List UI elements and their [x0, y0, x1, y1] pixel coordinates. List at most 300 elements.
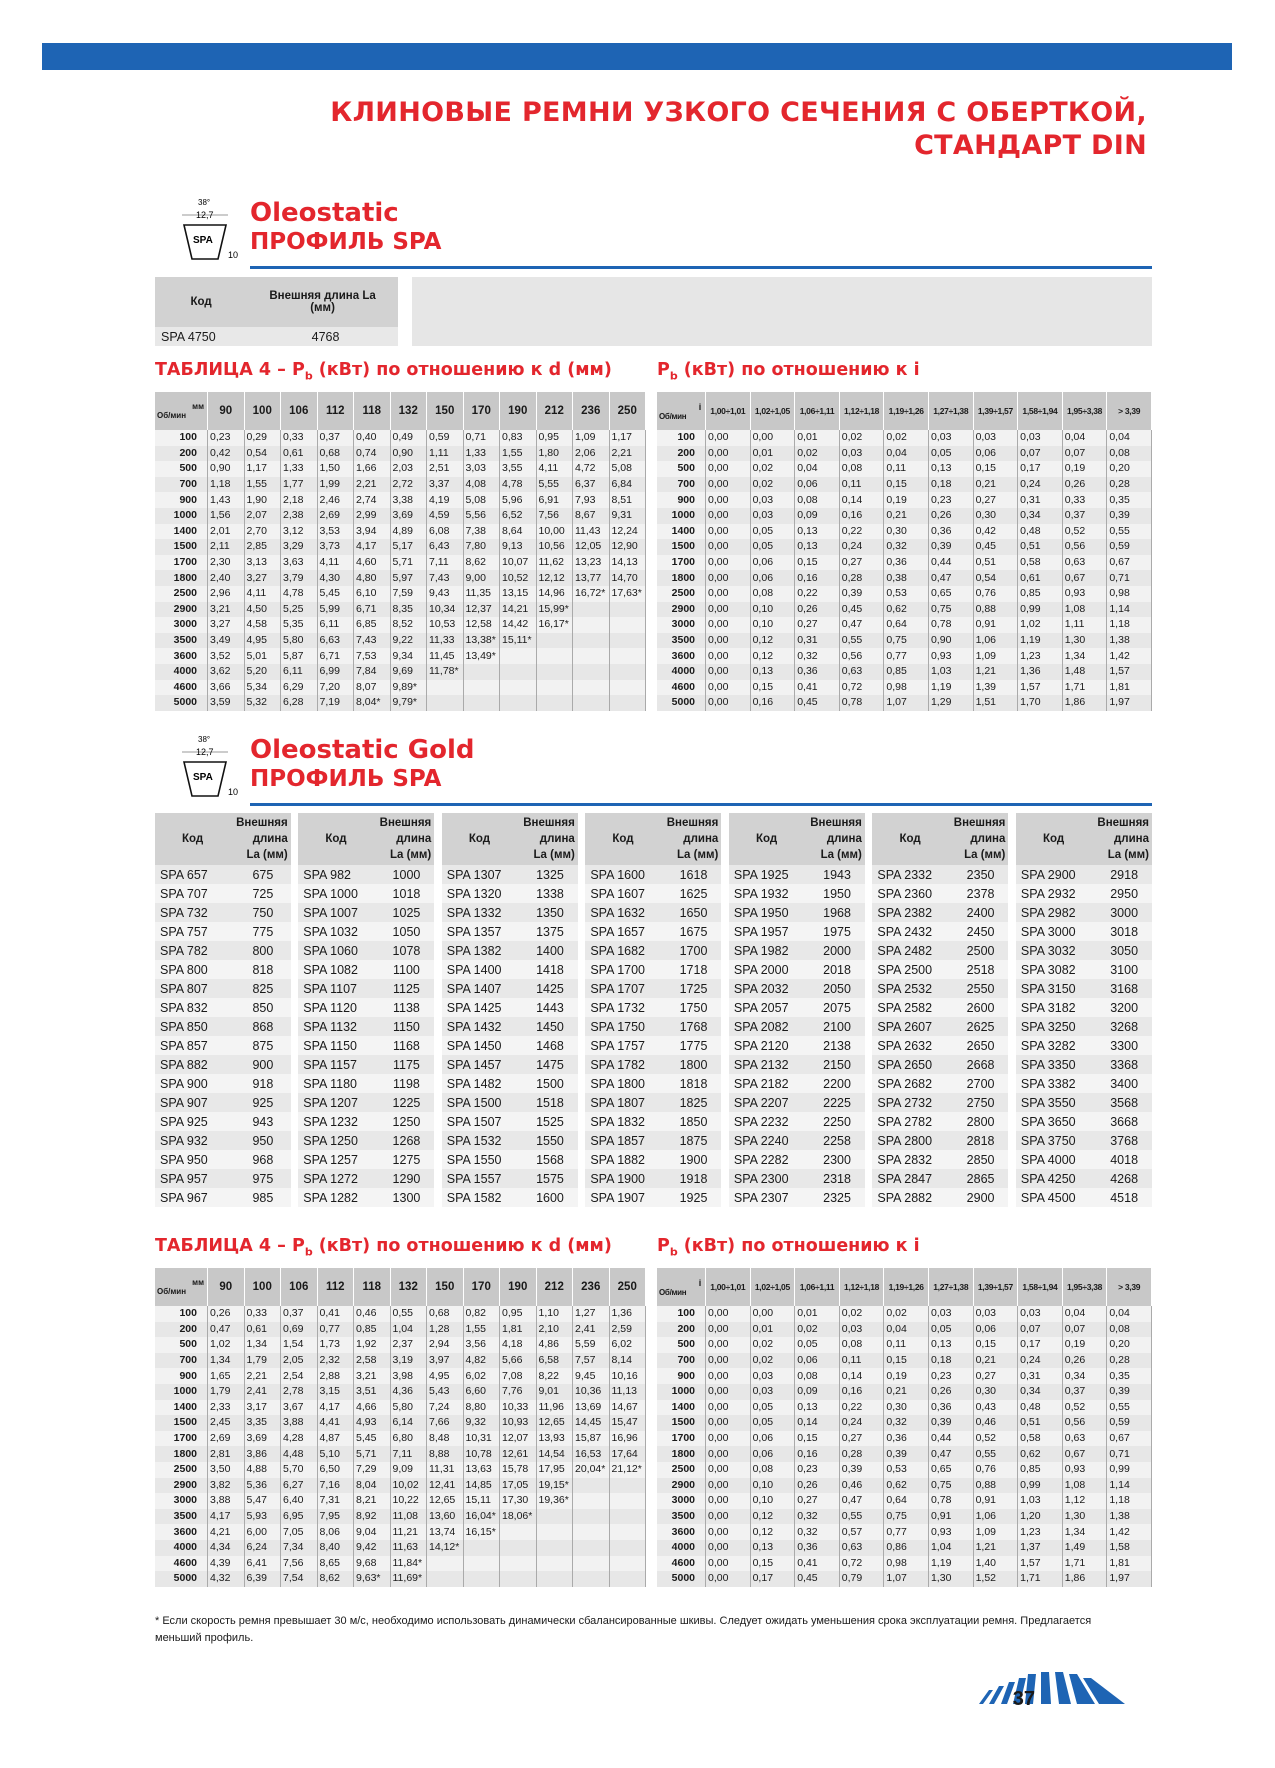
power-cell: 14,85 — [463, 1478, 500, 1494]
power-cell: 8,14 — [609, 1353, 646, 1369]
code-cell: SPA 2532 — [872, 979, 947, 998]
rpm-cell: 1000 — [155, 1384, 208, 1400]
diameter-header: 212 — [536, 1268, 573, 1306]
table-row — [155, 1493, 646, 1509]
power-cell: 0,31 — [1018, 492, 1063, 508]
code-cell: SPA 4500 — [1016, 1188, 1091, 1207]
power-cell: 0,77 — [317, 1322, 354, 1338]
power-cell: 6,10 — [354, 586, 391, 602]
icon-height: 10 — [228, 250, 239, 260]
power-cell: 11,31 — [427, 1462, 464, 1478]
power-cell: 10,34 — [427, 602, 464, 618]
power-cell: 6,84 — [609, 477, 646, 493]
table-row — [155, 461, 646, 477]
code-cell: SPA 1932 — [729, 884, 804, 903]
length-cell: 1290 — [374, 1169, 435, 1188]
power-cell: 3,88 — [208, 1493, 245, 1509]
power-cell: 5,32 — [244, 695, 281, 711]
power-cell: 0,00 — [706, 1337, 751, 1353]
power-cell: 5,99 — [317, 602, 354, 618]
icon-label: SPA — [193, 235, 213, 246]
power-cell: 1,21 — [973, 1540, 1018, 1556]
power-cell: 12,05 — [573, 539, 610, 555]
power-cell: 6,71 — [354, 602, 391, 618]
code-cell: SPA 1482 — [442, 1074, 517, 1093]
power-cell: 0,36 — [928, 524, 973, 540]
table-row — [155, 1524, 646, 1540]
ratio-header: 1,06÷1,11 — [795, 392, 840, 430]
power-cell: 1,34 — [208, 1353, 245, 1369]
length-cell: 2300 — [804, 1150, 865, 1169]
table-row — [155, 1188, 1152, 1207]
power-cell: 11,21 — [390, 1524, 427, 1540]
power-cell: 2,46 — [317, 492, 354, 508]
power-cell: 0,05 — [750, 1415, 795, 1431]
power-cell: 0,07 — [1018, 446, 1063, 462]
power-cell: 1,14 — [1107, 1478, 1152, 1494]
code-cell: SPA 2232 — [729, 1112, 804, 1131]
code-table-gold — [155, 813, 1152, 1207]
power-cell: 17,64 — [609, 1446, 646, 1462]
power-cell: 0,00 — [706, 586, 751, 602]
power-cell: 0,76 — [973, 586, 1018, 602]
power-cell: 0,71 — [1107, 570, 1152, 586]
length-cell: 2650 — [948, 1036, 1009, 1055]
length-cell: 1718 — [661, 960, 722, 979]
length-cell: 1078 — [374, 941, 435, 960]
length-cell: 750 — [230, 903, 291, 922]
power-cell: 0,90 — [208, 461, 245, 477]
power-cell: 1,42 — [1107, 648, 1152, 664]
code-cell: SPA 1925 — [729, 865, 804, 884]
code-cell: SPA 2132 — [729, 1055, 804, 1074]
power-cell: 0,59 — [427, 430, 464, 446]
power-cell: 0,30 — [973, 508, 1018, 524]
power-cell: 3,21 — [354, 1368, 391, 1384]
power-cell: 0,54 — [973, 570, 1018, 586]
col-length-header: Внешняя длина La (мм) — [374, 813, 435, 865]
power-cell: 1,65 — [208, 1368, 245, 1384]
power-cell: 0,01 — [795, 430, 840, 446]
power-cell: 11,84* — [390, 1556, 427, 1572]
power-cell: 6,95 — [281, 1509, 318, 1525]
power-cell: 0,06 — [795, 477, 840, 493]
power-cell: 0,93 — [928, 1524, 973, 1540]
code-cell: SPA 2632 — [872, 1036, 947, 1055]
power-cell: 0,29 — [244, 430, 281, 446]
code-cell: SPA 1682 — [585, 941, 660, 960]
rpm-cell: 1400 — [657, 1400, 706, 1416]
rpm-cell: 1400 — [657, 524, 706, 540]
power-cell: 1,03 — [928, 664, 973, 680]
power-cell: 0,93 — [1062, 586, 1107, 602]
rpm-cell: 3000 — [155, 617, 208, 633]
power-cell: 1,70 — [1018, 695, 1063, 711]
power-cell: 1,81 — [500, 1322, 537, 1338]
power-cell: 14,96 — [536, 586, 573, 602]
code-cell: SPA 882 — [155, 1055, 230, 1074]
length-cell: 1900 — [661, 1150, 722, 1169]
power-cell: 2,07 — [244, 508, 281, 524]
length-cell: 2100 — [804, 1017, 865, 1036]
power-cell: 4,88 — [244, 1462, 281, 1478]
table-row — [155, 960, 1152, 979]
diameter-header: 112 — [317, 392, 354, 430]
power-cell: 21,12* — [609, 1462, 646, 1478]
col-length-header: Внешняя длина La (мм) — [517, 813, 578, 865]
length-cell: 2225 — [804, 1093, 865, 1112]
power-cell: 0,46 — [839, 1478, 884, 1494]
power-cell: 0,67 — [1062, 570, 1107, 586]
power-cell: 1,81 — [1107, 1556, 1152, 1572]
power-cell: 7,93 — [573, 492, 610, 508]
code-cell: SPA 1272 — [298, 1169, 373, 1188]
rpm-cell: 2500 — [155, 586, 208, 602]
power-cell: 9,45 — [573, 1368, 610, 1384]
power-cell: 0,00 — [706, 492, 751, 508]
power-cell: 0,21 — [973, 1353, 1018, 1369]
power-cell: 9,89* — [390, 680, 427, 696]
ratio-header: 1,27÷1,38 — [928, 1268, 973, 1306]
power-cell: 3,63 — [281, 555, 318, 571]
power-cell: 2,33 — [208, 1400, 245, 1416]
code-cell: SPA 1432 — [442, 1017, 517, 1036]
power-cell: 11,62 — [536, 555, 573, 571]
table-row — [155, 1353, 646, 1369]
power-cell: 3,15 — [317, 1384, 354, 1400]
length-cell: 1818 — [661, 1074, 722, 1093]
power-cell: 2,70 — [244, 524, 281, 540]
power-cell: 5,70 — [281, 1462, 318, 1478]
power-cell: 16,53 — [573, 1446, 610, 1462]
power-cell — [609, 648, 646, 664]
power-cell: 0,10 — [750, 1478, 795, 1494]
power-cell: 0,30 — [884, 524, 929, 540]
table-row — [657, 1400, 1152, 1416]
power-cell: 0,85 — [884, 664, 929, 680]
power-cell: 4,32 — [208, 1571, 245, 1587]
power-cell: 3,86 — [244, 1446, 281, 1462]
length-cell: 2400 — [948, 903, 1009, 922]
code-cell: SPA 807 — [155, 979, 230, 998]
power-cell: 10,52 — [500, 570, 537, 586]
power-cell: 7,66 — [427, 1415, 464, 1431]
length-cell: 1000 — [374, 865, 435, 884]
power-cell: 0,35 — [1107, 492, 1152, 508]
power-cell — [463, 1571, 500, 1587]
rpm-cell: 700 — [155, 1353, 208, 1369]
table-row — [155, 664, 646, 680]
length-cell: 2258 — [804, 1131, 865, 1150]
power-cell: 1,11 — [427, 446, 464, 462]
table-row — [657, 1509, 1152, 1525]
top-blue-bar — [42, 43, 1232, 70]
page-stripes-logo — [975, 1660, 1155, 1706]
power-cell: 1,30 — [1062, 1509, 1107, 1525]
table-row — [657, 1493, 1152, 1509]
length-cell: 875 — [230, 1036, 291, 1055]
power-cell: 2,69 — [208, 1431, 245, 1447]
power-cell: 0,23 — [795, 1462, 840, 1478]
power-cell — [463, 695, 500, 711]
power-cell: 0,00 — [706, 555, 751, 571]
table-row — [657, 1431, 1152, 1447]
power-cell: 3,21 — [208, 602, 245, 618]
power-cell: 0,12 — [750, 633, 795, 649]
power-cell: 0,15 — [750, 1556, 795, 1572]
power-cell: 0,08 — [1107, 446, 1152, 462]
power-cell: 12,65 — [536, 1415, 573, 1431]
rpm-cell: 4600 — [657, 1556, 706, 1572]
power-cell: 0,22 — [839, 524, 884, 540]
rpm-cell: 200 — [155, 446, 208, 462]
power-cell: 1,57 — [1107, 664, 1152, 680]
power-cell: 20,04* — [573, 1462, 610, 1478]
power-cell — [427, 1571, 464, 1587]
table-row — [657, 1306, 1152, 1322]
power-cell: 2,81 — [208, 1446, 245, 1462]
power-cell — [573, 1509, 610, 1525]
length-cell: 3400 — [1091, 1074, 1152, 1093]
rpm-cell: 1000 — [155, 508, 208, 524]
power-cell: 0,02 — [839, 1306, 884, 1322]
power-cell: 0,03 — [928, 430, 973, 446]
power-cell: 0,17 — [750, 1571, 795, 1587]
power-cell: 6,63 — [317, 633, 354, 649]
ratio-header: > 3,39 — [1107, 392, 1152, 430]
power-cell: 3,13 — [244, 555, 281, 571]
code-cell: SPA 1120 — [298, 998, 373, 1017]
col-code-header: Код — [585, 813, 660, 865]
power-cell: 0,86 — [884, 1540, 929, 1556]
power-cell: 0,21 — [884, 1384, 929, 1400]
length-cell: 3668 — [1091, 1112, 1152, 1131]
power-table-i — [657, 392, 1152, 711]
power-cell: 0,47 — [928, 570, 973, 586]
power-cell: 1,18 — [208, 477, 245, 493]
code-cell: SPA 2082 — [729, 1017, 804, 1036]
power-cell: 0,48 — [1018, 524, 1063, 540]
rpm-cell: 3500 — [155, 1509, 208, 1525]
code-cell: SPA 1507 — [442, 1112, 517, 1131]
power-cell: 10,93 — [500, 1415, 537, 1431]
code-cell: SPA 1357 — [442, 922, 517, 941]
power-cell: 16,17* — [536, 617, 573, 633]
diameter-header: 118 — [354, 392, 391, 430]
ratio-header: 1,58÷1,94 — [1018, 392, 1063, 430]
power-cell: 9,31 — [609, 508, 646, 524]
corner-header — [657, 392, 706, 430]
power-cell — [573, 1571, 610, 1587]
power-cell — [609, 1478, 646, 1494]
code-cell: SPA 2240 — [729, 1131, 804, 1150]
power-cell: 8,62 — [317, 1571, 354, 1587]
power-cell: 7,29 — [354, 1462, 391, 1478]
power-cell: 14,12* — [427, 1540, 464, 1556]
power-cell: 3,88 — [281, 1415, 318, 1431]
diameter-header: 150 — [427, 1268, 464, 1306]
power-cell: 0,39 — [839, 586, 884, 602]
power-cell: 0,16 — [839, 1384, 884, 1400]
code-cell: SPA 1150 — [298, 1036, 373, 1055]
power-cell: 1,50 — [317, 461, 354, 477]
power-cell: 0,41 — [795, 1556, 840, 1572]
power-cell: 1,58 — [1107, 1540, 1152, 1556]
power-cell: 1,97 — [1107, 1571, 1152, 1587]
power-cell: 0,32 — [795, 1509, 840, 1525]
power-cell: 0,78 — [928, 617, 973, 633]
power-cell — [500, 1571, 537, 1587]
length-cell: 1025 — [374, 903, 435, 922]
power-cell: 7,34 — [281, 1540, 318, 1556]
col-length-header: Внешняя длина La (мм) — [247, 277, 398, 327]
code-cell: SPA 1632 — [585, 903, 660, 922]
code-cell: SPA 1882 — [585, 1150, 660, 1169]
power-cell: 0,33 — [1062, 492, 1107, 508]
brand-name: Oleostatic — [250, 198, 399, 228]
power-cell: 2,03 — [390, 461, 427, 477]
power-cell: 3,17 — [244, 1400, 281, 1416]
power-cell: 13,77 — [573, 570, 610, 586]
diameter-header: 170 — [463, 1268, 500, 1306]
code-cell: SPA 1657 — [585, 922, 660, 941]
rpm-cell: 2500 — [657, 586, 706, 602]
power-cell: 0,15 — [973, 1337, 1018, 1353]
length-cell: 1400 — [517, 941, 578, 960]
length-cell: 2700 — [948, 1074, 1009, 1093]
power-cell: 7,59 — [390, 586, 427, 602]
table-row — [155, 1131, 1152, 1150]
power-cell — [573, 680, 610, 696]
power-table-i-gold — [657, 1268, 1152, 1587]
power-cell: 6,52 — [500, 508, 537, 524]
power-cell: 0,21 — [884, 508, 929, 524]
power-cell: 0,72 — [839, 1556, 884, 1572]
power-cell: 6,24 — [244, 1540, 281, 1556]
power-cell: 5,55 — [536, 477, 573, 493]
power-cell: 0,00 — [706, 1571, 751, 1587]
icon-label: SPA — [193, 772, 213, 783]
power-cell: 1,14 — [1107, 602, 1152, 618]
power-cell: 0,59 — [1107, 539, 1152, 555]
power-cell: 8,22 — [536, 1368, 573, 1384]
power-cell: 1,36 — [1018, 664, 1063, 680]
table-row — [155, 903, 1152, 922]
power-cell: 4,58 — [244, 617, 281, 633]
code-cell: SPA 1950 — [729, 903, 804, 922]
power-cell: 0,23 — [928, 492, 973, 508]
power-cell: 9,63* — [354, 1571, 391, 1587]
power-cell: 3,59 — [208, 695, 245, 711]
power-cell: 0,75 — [928, 602, 973, 618]
power-cell: 0,67 — [1107, 1431, 1152, 1447]
length-cell: 1198 — [374, 1074, 435, 1093]
rpm-cell: 500 — [657, 1337, 706, 1353]
code-cell: SPA 950 — [155, 1150, 230, 1169]
power-cell: 2,88 — [317, 1368, 354, 1384]
code-cell: SPA 2682 — [872, 1074, 947, 1093]
table-row — [155, 1112, 1152, 1131]
code-cell: SPA 2300 — [729, 1169, 804, 1188]
power-cell: 2,05 — [281, 1353, 318, 1369]
power-cell: 0,22 — [795, 586, 840, 602]
code-cell: SPA 1282 — [298, 1188, 373, 1207]
power-cell: 0,85 — [1018, 1462, 1063, 1478]
power-cell: 8,52 — [390, 617, 427, 633]
power-cell: 0,39 — [839, 1462, 884, 1478]
power-cell: 9,04 — [354, 1524, 391, 1540]
rpm-cell: 500 — [155, 1337, 208, 1353]
length-cell: 4518 — [1091, 1188, 1152, 1207]
power-cell: 1,23 — [1018, 1524, 1063, 1540]
code-cell: SPA 967 — [155, 1188, 230, 1207]
rpm-cell: 900 — [657, 492, 706, 508]
table-d-title: ТАБЛИЦА $4 - P_b$ (кВт) по отношению к d (мм) — [155, 360, 612, 383]
power-cell: 3,12 — [281, 524, 318, 540]
power-cell: 0,27 — [795, 1493, 840, 1509]
power-cell: 0,24 — [1018, 477, 1063, 493]
power-cell: 0,03 — [839, 1322, 884, 1338]
ratio-header: 1,95÷3,38 — [1062, 1268, 1107, 1306]
power-cell: 0,63 — [1062, 555, 1107, 571]
table-row — [155, 1150, 1152, 1169]
power-cell: 0,00 — [706, 1400, 751, 1416]
table-row — [155, 602, 646, 618]
power-cell: 5,59 — [573, 1337, 610, 1353]
power-cell: 16,04* — [463, 1509, 500, 1525]
power-cell: 7,24 — [427, 1400, 464, 1416]
power-cell: 5,08 — [463, 492, 500, 508]
table-row — [657, 664, 1152, 680]
empty-code-area — [412, 277, 1152, 346]
code-cell: SPA 1082 — [298, 960, 373, 979]
power-cell: 6,80 — [390, 1431, 427, 1447]
length-cell: 1100 — [374, 960, 435, 979]
power-cell: 5,97 — [390, 570, 427, 586]
power-cell: 11,69* — [390, 1571, 427, 1587]
code-cell: SPA 1157 — [298, 1055, 373, 1074]
power-cell: 0,05 — [928, 1322, 973, 1338]
table-row — [657, 430, 1152, 446]
power-cell: 0,47 — [839, 1493, 884, 1509]
power-cell: 13,15 — [500, 586, 537, 602]
length-cell: 818 — [230, 960, 291, 979]
power-cell: 12,90 — [609, 539, 646, 555]
code-cell: SPA 1732 — [585, 998, 660, 1017]
code-cell: SPA 2207 — [729, 1093, 804, 1112]
power-cell: 19,36* — [536, 1493, 573, 1509]
length-cell: 1375 — [517, 922, 578, 941]
power-cell: 0,78 — [839, 695, 884, 711]
power-cell: 4,82 — [463, 1353, 500, 1369]
power-cell: 0,02 — [884, 1306, 929, 1322]
power-cell: 0,00 — [706, 1353, 751, 1369]
rpm-cell: 500 — [657, 461, 706, 477]
table-row — [657, 570, 1152, 586]
power-cell — [573, 1524, 610, 1540]
power-cell: 0,18 — [928, 477, 973, 493]
rpm-cell: 4600 — [155, 1556, 208, 1572]
power-cell: 4,48 — [281, 1446, 318, 1462]
power-cell: 1,99 — [317, 477, 354, 493]
length-cell: 3200 — [1091, 998, 1152, 1017]
power-cell: 13,49* — [463, 648, 500, 664]
table-row — [155, 1036, 1152, 1055]
power-cell: 0,02 — [884, 430, 929, 446]
power-cell: 1,52 — [973, 1571, 1018, 1587]
power-cell: 4,93 — [354, 1415, 391, 1431]
diameter-header: 112 — [317, 1268, 354, 1306]
